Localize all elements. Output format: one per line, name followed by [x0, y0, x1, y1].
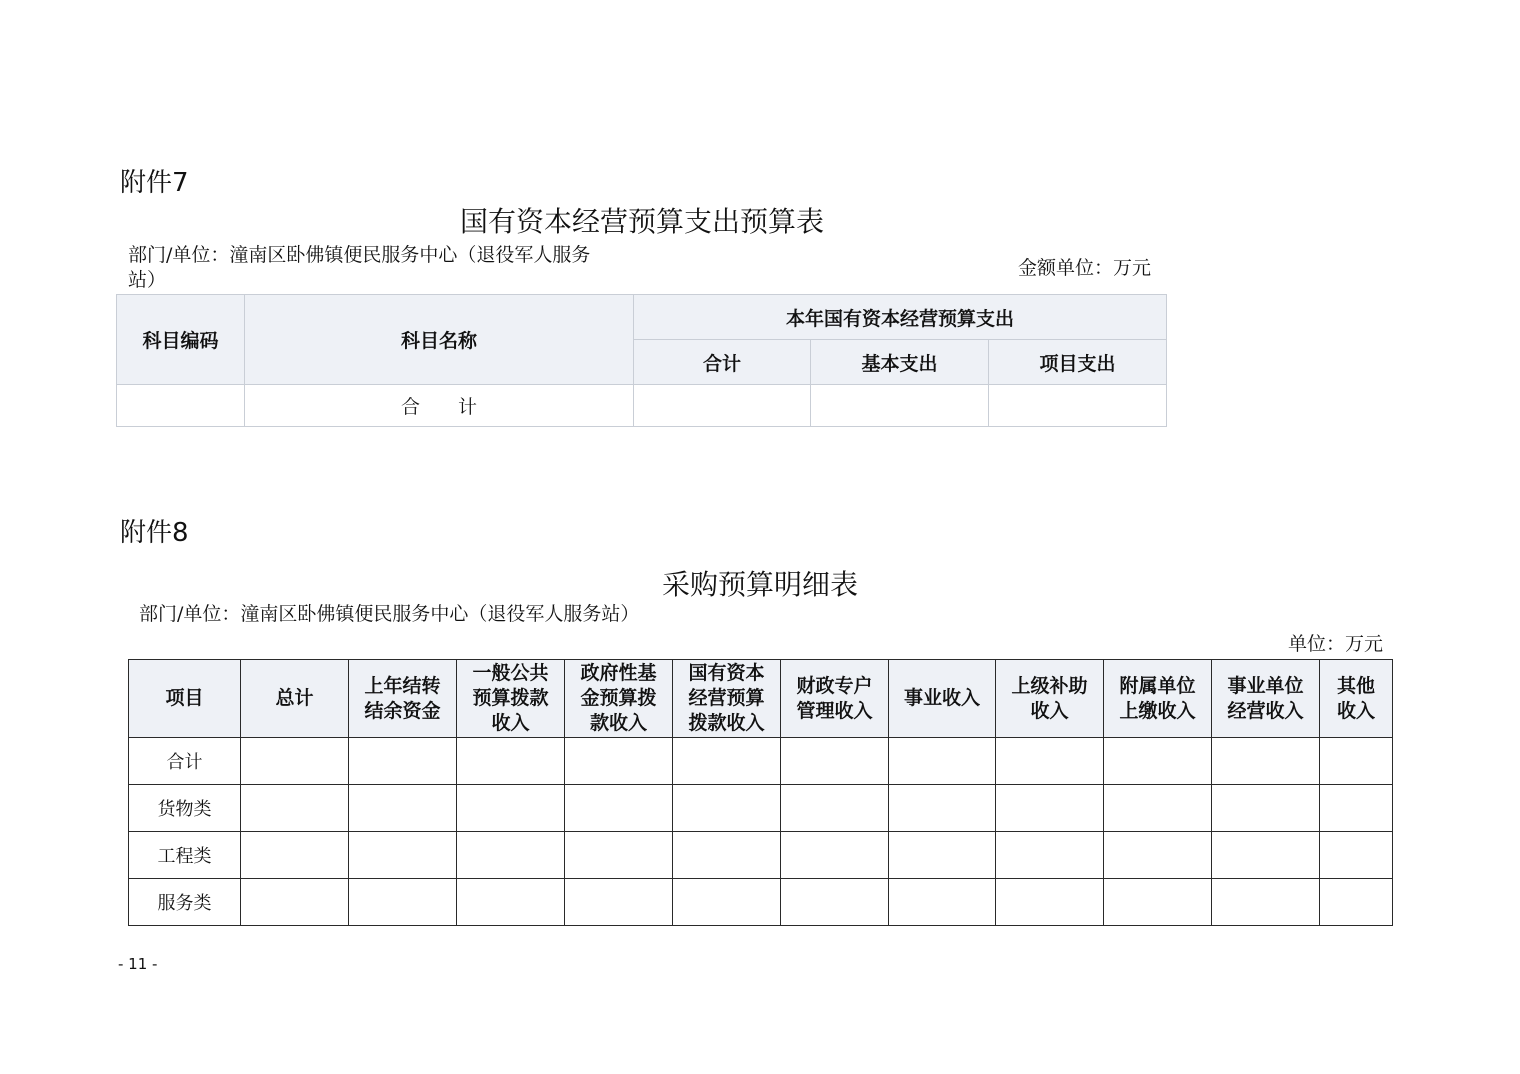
cell	[781, 832, 889, 879]
cell	[1212, 738, 1320, 785]
procurement-budget-table	[128, 659, 1393, 926]
column-header	[673, 660, 781, 738]
attachment-7-unit: 金额单位：万元	[1018, 257, 1152, 279]
header-project-expenditure: 项目支出	[989, 340, 1167, 385]
column-header	[1104, 660, 1212, 738]
row-label: 工程类	[129, 832, 241, 879]
row-label: 合计	[129, 738, 241, 785]
cell	[989, 385, 1167, 427]
cell	[781, 785, 889, 832]
cell	[889, 832, 996, 879]
page-number: - 11 -	[118, 955, 158, 973]
attachment-8-label: 附件8	[120, 518, 189, 548]
cell	[457, 879, 565, 926]
column-header	[1320, 660, 1393, 738]
cell	[565, 879, 673, 926]
cell	[241, 832, 349, 879]
cell	[1212, 785, 1320, 832]
cell	[565, 832, 673, 879]
budget-expenditure-table	[116, 294, 1167, 427]
column-header-line: 事业单位	[1227, 674, 1304, 697]
attachment-8-dept: 部门/单位：潼南区卧佛镇便民服务中心（退役军人服务站）	[139, 603, 640, 625]
table-row	[117, 385, 1167, 427]
table-row	[129, 832, 1393, 879]
column-header-line: 结余资金	[364, 699, 441, 722]
cell	[889, 879, 996, 926]
column-header-line: 经营预算	[688, 687, 765, 709]
cell	[996, 879, 1104, 926]
column-header-line: 金预算拨	[580, 687, 657, 709]
cell	[565, 785, 673, 832]
row-label: 货物类	[129, 785, 241, 832]
attachment-7-label: 附件7	[120, 168, 189, 198]
cell	[889, 785, 996, 832]
table-row	[129, 738, 1393, 785]
cell	[349, 738, 457, 785]
cell	[241, 879, 349, 926]
header-total: 合计	[634, 340, 811, 385]
row-label: 服务类	[129, 879, 241, 926]
cell	[1320, 879, 1393, 926]
cell	[634, 385, 811, 427]
column-header	[889, 660, 996, 738]
column-header	[781, 660, 889, 738]
cell	[811, 385, 989, 427]
attachment-7-title: 国有资本经营预算支出预算表	[459, 205, 824, 238]
cell	[457, 832, 565, 879]
header-expenditure-group: 本年国有资本经营预算支出	[634, 295, 1167, 340]
cell	[349, 832, 457, 879]
column-header-line: 总计	[275, 687, 314, 709]
cell	[673, 738, 781, 785]
cell	[673, 785, 781, 832]
header-subject-name: 科目名称	[245, 295, 634, 385]
column-header-line: 附属单位	[1119, 674, 1196, 697]
column-header-line: 经营收入	[1227, 699, 1304, 722]
table-row	[129, 879, 1393, 926]
cell	[457, 785, 565, 832]
column-header	[1212, 660, 1320, 738]
column-header-line: 项目	[165, 687, 204, 709]
attachment-8-unit: 单位：万元	[1288, 633, 1384, 655]
column-header-line: 收入	[1030, 699, 1069, 722]
cell	[241, 738, 349, 785]
cell	[996, 832, 1104, 879]
column-header-line: 上年结转	[364, 674, 441, 697]
column-header-line: 拨款收入	[688, 712, 765, 734]
cell	[1320, 738, 1393, 785]
column-header	[129, 660, 241, 738]
header-subject-code: 科目编码	[117, 295, 245, 385]
cell	[673, 879, 781, 926]
cell	[1320, 785, 1393, 832]
attachment-7-dept	[128, 243, 648, 293]
header-basic-expenditure: 基本支出	[811, 340, 989, 385]
column-header-line: 财政专户	[796, 674, 873, 697]
cell	[1212, 879, 1320, 926]
column-header-line: 预算拨款	[472, 687, 549, 709]
column-header-line: 上缴收入	[1119, 699, 1196, 722]
cell	[996, 738, 1104, 785]
cell	[349, 879, 457, 926]
cell	[996, 785, 1104, 832]
cell	[241, 785, 349, 832]
cell	[1104, 738, 1212, 785]
cell	[1320, 832, 1393, 879]
column-header	[457, 660, 565, 738]
cell	[565, 738, 673, 785]
column-header	[996, 660, 1104, 738]
dept-line-1: 部门/单位：潼南区卧佛镇便民服务中心（退役军人服务	[128, 244, 591, 266]
cell	[1212, 832, 1320, 879]
column-header	[349, 660, 457, 738]
column-header-line: 政府性基	[580, 662, 657, 684]
dept-line-2: 站）	[128, 269, 167, 291]
cell	[349, 785, 457, 832]
column-header	[565, 660, 673, 738]
cell	[457, 738, 565, 785]
cell	[1104, 785, 1212, 832]
cell	[781, 738, 889, 785]
column-header-line: 国有资本	[688, 662, 765, 684]
attachment-8-title: 采购预算明细表	[661, 568, 858, 601]
table-header-row	[129, 660, 1393, 738]
cell	[889, 738, 996, 785]
cell	[117, 385, 245, 427]
cell	[1104, 879, 1212, 926]
column-header-line: 管理收入	[796, 699, 873, 722]
column-header	[241, 660, 349, 738]
column-header-line: 事业收入	[903, 687, 980, 709]
cell	[673, 832, 781, 879]
cell	[781, 879, 889, 926]
cell	[1104, 832, 1212, 879]
table-row	[129, 785, 1393, 832]
column-header-line: 上级补助	[1011, 674, 1088, 697]
total-row-label: 合计	[245, 385, 634, 427]
column-header-line: 收入	[491, 712, 530, 734]
column-header-line: 其他	[1336, 674, 1375, 697]
column-header-line: 收入	[1336, 699, 1375, 722]
column-header-line: 一般公共	[472, 662, 549, 684]
column-header-line: 款收入	[589, 712, 647, 734]
